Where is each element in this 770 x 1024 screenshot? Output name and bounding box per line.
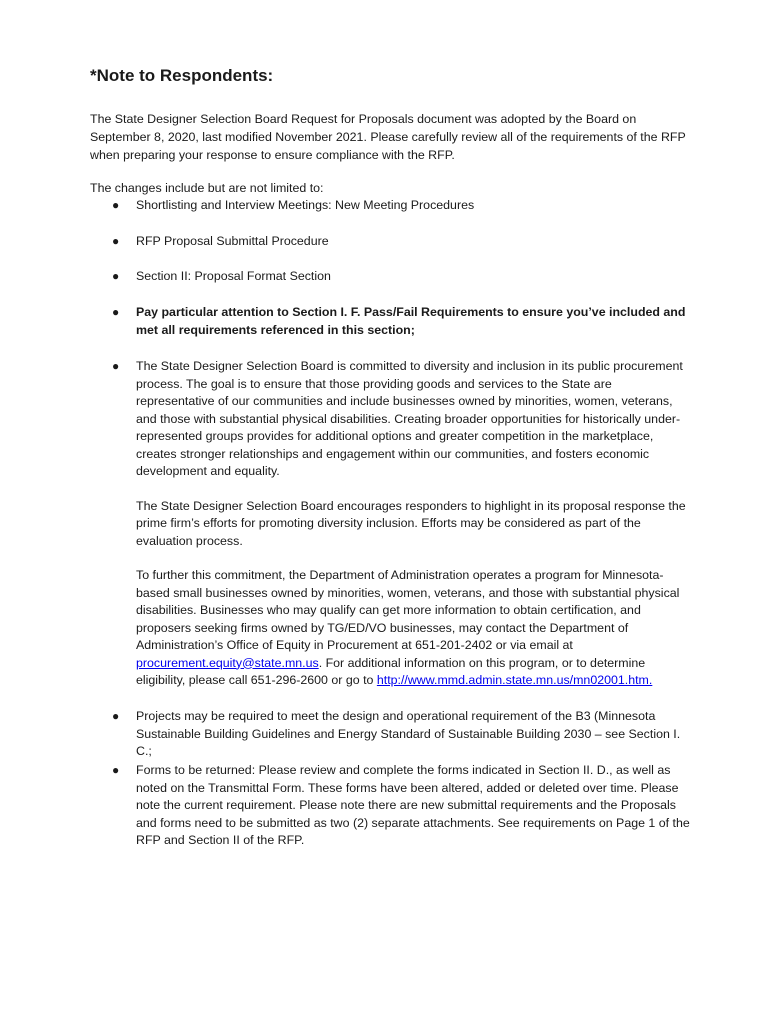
bullet-icon: ● [112, 198, 120, 212]
changes-lead: The changes include but are not limited to: [90, 181, 324, 195]
bullet-text: RFP Proposal Submittal Procedure [136, 234, 329, 248]
list-item [112, 762, 692, 850]
bullet-subparagraph: The State Designer Selection Board encourages responders to highlight in its proposal response the prime firm’s efforts for promoting diversity inclusion. Efforts may be considered as part of the evaluation process. [136, 498, 686, 548]
bullet-text-bold: Pay particular attention to Section I. F. Pass/Fail Requirements to ensure you’ve included and met all requirements referenced in this section; [136, 305, 686, 337]
bullet-subparagraph [136, 567, 692, 690]
bullet-text: The State Designer Selection Board is committed to diversity and inclusion in its public procurement process. The goal is to ensure that those providing goods and services to the State are representative of our communities and include businesses owned by minorities, women, veterans, and those with substantial physical disabilities. Creating broader opportunities for historically under-represented groups provides for additional options and greater competition in the marketplace, creates stronger relationships and engagement within our communities, and fosters economic development and equality. [136, 359, 683, 478]
list-item [112, 358, 692, 690]
bullet-icon: ● [112, 359, 120, 373]
list-item [112, 304, 692, 339]
intro-paragraph: The State Designer Selection Board Request for Proposals document was adopted by the Board on September 8, 2020, last modified November 2021. Please carefully review all of the requirements of the RFP when preparing your response to ensure compliance with the RFP. [90, 112, 686, 162]
website-link[interactable]: http://www.mmd.admin.state.mn.us/mn02001.htm. [376, 673, 653, 687]
bullet-text: Section II: Proposal Format Section [136, 269, 331, 283]
bullet-icon: ● [112, 709, 120, 723]
bullet-icon: ● [112, 763, 120, 777]
bullet-icon: ● [112, 305, 120, 319]
subparagraph-text: . For additional information on this program, or to determine eligibility, please call 651-296-2600 or go to [136, 655, 646, 687]
page-title: *Note to Respondents: [90, 66, 274, 85]
list-item [112, 268, 692, 286]
bullet-text: Shortlisting and Interview Meetings: New Meeting Procedures [136, 198, 475, 212]
bullet-icon: ● [112, 269, 120, 283]
bullet-text: Forms to be returned: Please review and complete the forms indicated in Section II. D., as well as noted on the Transmittal Form. These forms have been altered, added or deleted over time. Please note the current requirement. Please note there are new submittal requirements and the Proposals and forms need to be submitted as two (2) separate attachments. See requirements on Page 1 of the RFP and Section II of the RFP. [136, 763, 690, 847]
email-link[interactable]: procurement.equity@state.mn.us [136, 655, 319, 670]
list-item [112, 708, 692, 761]
subparagraph-text: To further this commitment, the Department of Administration operates a program for Minnesota-based small businesses owned by minorities, women, veterans, and those with substantial physical disabilities. Businesses who may qualify can get more information to obtain certification, and proposers seeking firms owned by TG/ED/VO businesses, may contact the Department of Administration’s Office of Equity in Procurement at 651-201-2402 or via email at [136, 568, 680, 652]
list-item [112, 233, 692, 251]
bullet-text: Projects may be required to meet the design and operational requirement of the B3 (Minnesota Sustainable Building Guidelines and Energy Standard of Sustainable Building 2030 – see Section I. C.; [136, 709, 681, 758]
list-item [112, 197, 692, 215]
bullet-icon: ● [112, 234, 120, 248]
